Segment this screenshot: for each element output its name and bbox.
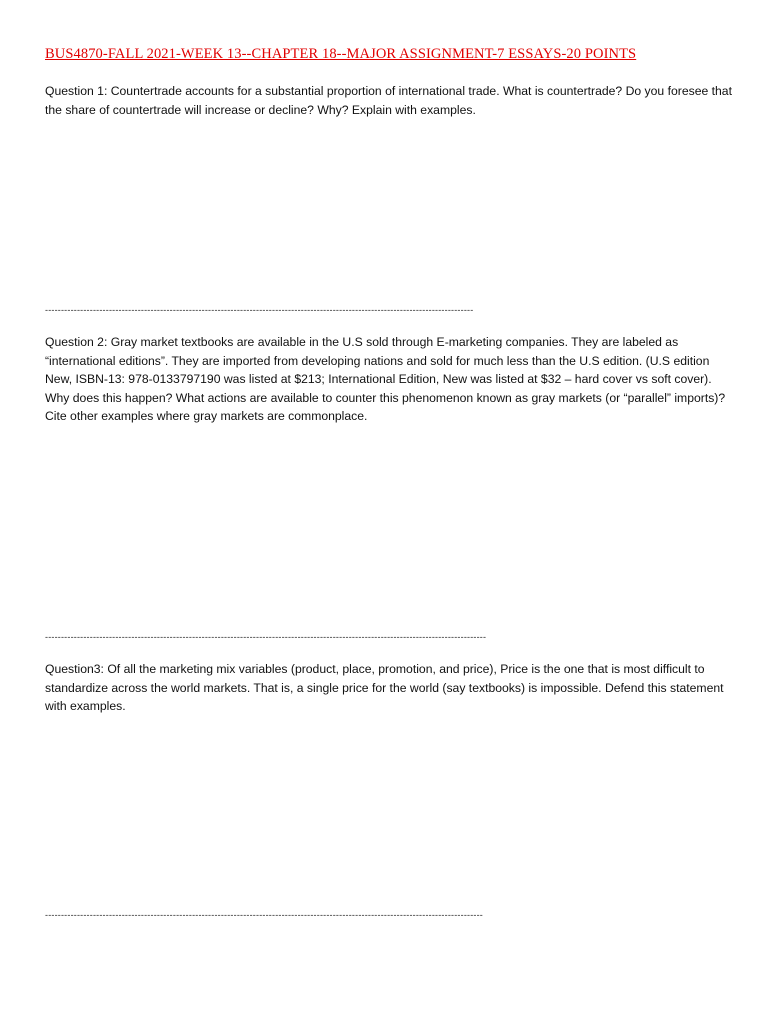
question-3: Question3: Of all the marketing mix variables (product, place, promotion, and price), Price is the one that is most difficult to standardize across the world markets. That is, a single price for the world (say textbooks) is impossible. Defend this statement with examples. [45,662,724,714]
document-title: BUS4870-FALL 2021-WEEK 13--CHAPTER 18--MAJOR ASSIGNMENT-7 ESSAYS-20 POINTS [45,46,637,62]
separator-line-3: ----------------------------------------------------------------------------------------------------------------------------------------- [45,910,483,920]
question-2: Question 2: Gray market textbooks are available in the U.S sold through E-marketing companies. They are labeled as “international editions”. They are imported from developing nations and sold for much less than the U.S edition. (U.S edition New, ISBN-13: 978-0133797190 was listed at $213; International Edition, New was listed at $32 – hard cover vs soft cover). Why does this happen? What actions are available to counter this phenomenon known as gray markets (or “parallel” imports)? Cite other examples where gray markets are commonplace. [45,335,726,424]
separator-line-2: ------------------------------------------------------------------------------------------------------------------------------------------ [45,632,487,642]
separator-line-1: -------------------------------------------------------------------------------------------------------------------------------------- [45,305,474,315]
question-1: Question 1: Countertrade accounts for a substantial proportion of international trade. What is countertrade? Do you foresee that the share of countertrade will increase or decline? Why? Explain with examples. [45,84,732,117]
